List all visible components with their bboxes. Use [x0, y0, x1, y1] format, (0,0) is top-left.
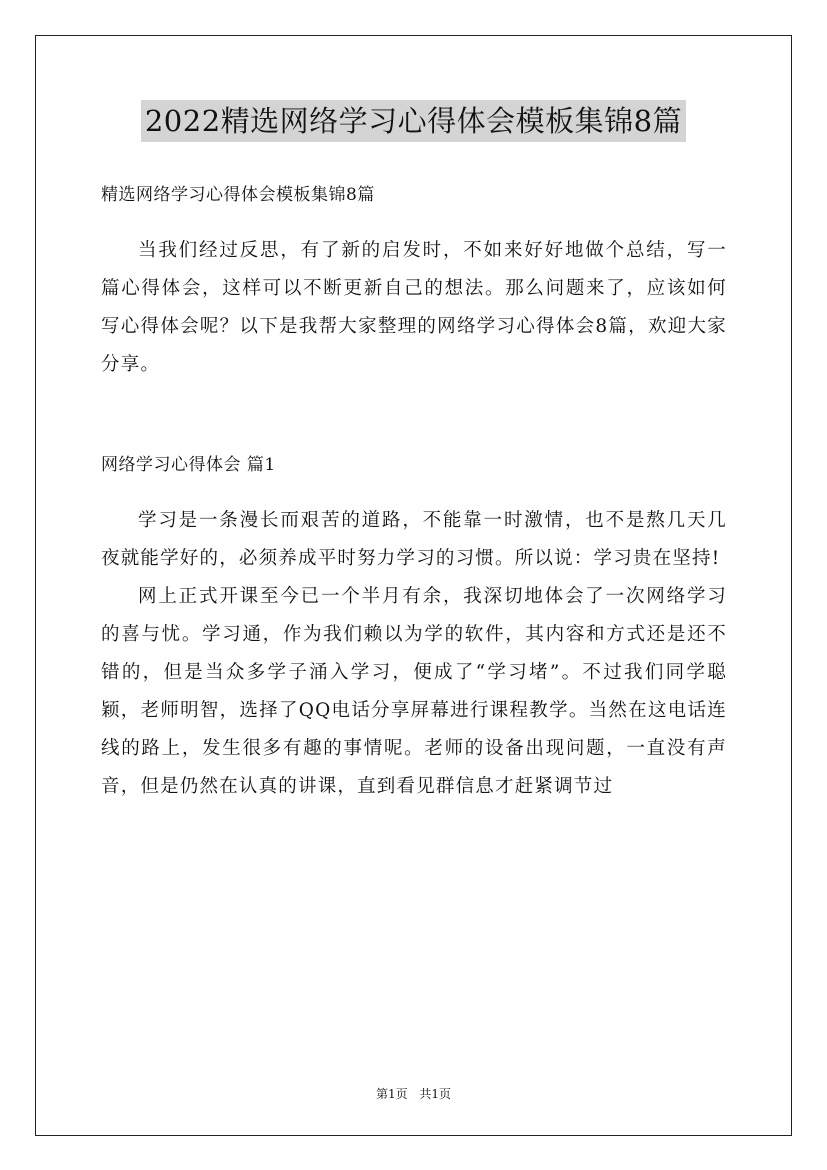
page-number: 第1页 — [375, 1087, 408, 1101]
spacer — [101, 384, 727, 446]
spacer — [101, 214, 727, 232]
page-total: 共1页 — [419, 1087, 452, 1101]
body-paragraph: 网上正式开课至今已一个半月有余，我深切地体会了一次网络学习的喜与忧。学习通，作为我们赖以为学的软件，其内容和方式还是还不错的，但是当众多学子涌入学习，便成了“学习堵”。不过我们同学聪颖，老师明智，选择了QQ电话分享屏幕进行课程教学。当然在这电话连线的路上，发生很多有趣的事情呢。老师的设备出现问题，一直没有声音，但是仍然在认真的讲课，直到看见群信息才赶紧调节过 — [101, 586, 727, 797]
intro-paragraph: 当我们经过反思，有了新的启发时，不如来好好地做个总结，写一篇心得体会，这样可以不断更新自己的想法。那么问题来了，应该如何写心得体会呢？以下是我帮大家整理的网络学习心得体会8篇，欢迎大家分享。 — [101, 240, 727, 375]
document-body — [101, 176, 727, 806]
document-subtitle: 精选网络学习心得体会模板集锦8篇 — [101, 185, 375, 205]
body-paragraph: 学习是一条漫长而艰苦的道路，不能靠一时激情，也不是熬几天几夜就能学好的，必须养成平时努力学习的习惯。所以说：学习贵在坚持! — [101, 510, 727, 569]
spacer — [101, 484, 727, 502]
document-title: 2022精选网络学习心得体会模板集锦8篇 — [141, 100, 686, 142]
page-footer — [0, 1085, 827, 1102]
title-container — [0, 100, 827, 142]
section-heading: 网络学习心得体会 篇1 — [101, 455, 276, 475]
